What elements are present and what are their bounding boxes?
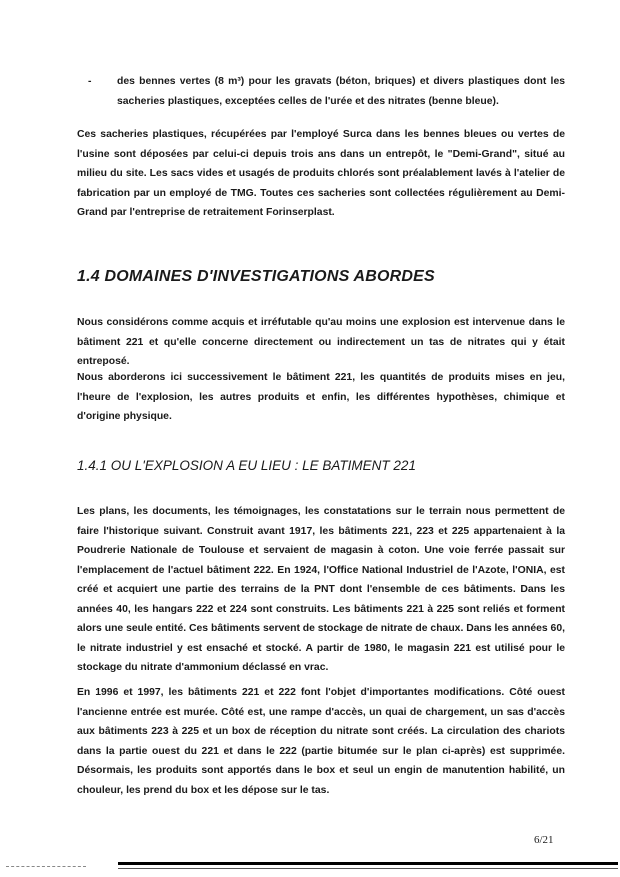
section-heading: 1.4 DOMAINES D'INVESTIGATIONS ABORDES	[77, 268, 435, 285]
subsection-heading: 1.4.1 OU L'EXPLOSION A EU LIEU : LE BATIMENT 221	[77, 458, 416, 473]
bullet-dash: -	[88, 76, 92, 87]
paragraph-plan: Nous aborderons ici successivement le bâtiment 221, les quantités de produits mises en jeu, l'heure de l'explosion, les autres produits et enfin, les différentes hypothèses, chimique et d'origine physique.	[77, 372, 565, 422]
scan-artifact	[6, 866, 86, 868]
paragraph-historique: Les plans, les documents, les témoignages, les constatations sur le terrain nous permettent de faire l'historique suivant. Construit avant 1917, les bâtiments 221, 223 et 225 appartenaient à la Poudrerie Nationale de Toulouse et servaient de magasin à coton. Une voie ferrée passait sur l'emplacement de l'actuel bâtiment 222. En 1924, l'Office National Industriel de l'Azote, l'ONIA, est créé et acquiert une partie des terrains de la PNT dont l'ensemble de ces bâtiments. Dans les années 40, les hangars 222 et 224 sont construits. Les bâtiments 221 à 225 sont reliés et forment alors une seule entité. Ces bâtiments servent de stockage de nitrate de chaux. Dans les années 60, le nitrate industriel y est ensaché et stocké. A partir de 1980, le magasin 221 est utilisé pour le stockage du nitrate d'ammonium déclassé en vrac.	[77, 506, 565, 673]
paragraph-explosion-acquis: Nous considérons comme acquis et irréfutable qu'au moins une explosion est intervenue dans le bâtiment 221 et qu'elle concerne directement ou indirectement un tas de nitrates qui y était entreposé.	[77, 317, 565, 367]
bullet-text: des bennes vertes (8 m³) pour les gravats (béton, briques) et divers plastiques dont les sacheries plastiques, exceptées celles de l'urée et des nitrates (benne bleue).	[117, 76, 565, 107]
paragraph-modifications: En 1996 et 1997, les bâtiments 221 et 222 font l'objet d'importantes modifications. Côté ouest l'ancienne entrée est murée. Côté est, une rampe d'accès, un quai de chargement, un sas d'accès aux bâtiments 223 à 225 et un box de réception du nitrate sont créés. La circulation des chariots dans la partie ouest du 221 et dans le 222 (partie bitumée sur le plan ci-après) est supprimée. Désormais, les produits sont apportés dans le box et seul un engin de manutention habilité, un chouleur, les prend du box et les dépose sur le tas.	[77, 687, 565, 796]
paragraph-sacheries: Ces sacheries plastiques, récupérées par l'employé Surca dans les bennes bleues ou vertes de l'usine sont déposées par celui-ci depuis trois ans dans un entrepôt, le "Demi-Grand", situé au milieu du site. Les sacs vides et usagés de produits chlorés sont préalablement lavés à l'atelier de fabrication par un employé de TMG. Toutes ces sacheries sont collectées régulièrement au Demi-Grand par l'entreprise de retraitement Forinserplast.	[77, 129, 565, 218]
footer-rule-thin	[118, 868, 618, 869]
footer-rule	[118, 862, 618, 865]
page-number: 6/21	[534, 834, 554, 846]
